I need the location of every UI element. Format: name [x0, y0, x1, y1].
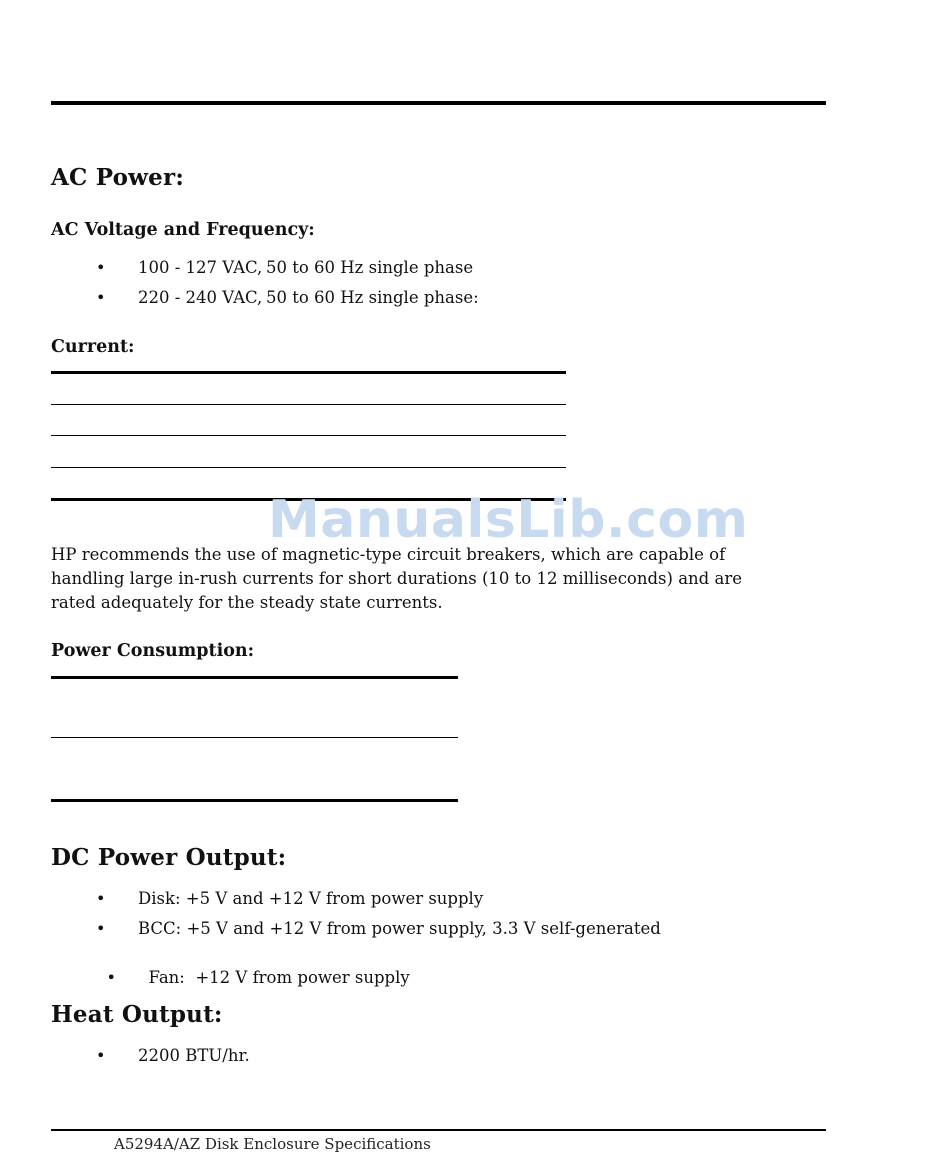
bullet-icon: •: [96, 889, 106, 908]
bullet-icon: •: [96, 919, 106, 938]
voltage-value: 220 - 240 VAC,: [138, 288, 263, 307]
top-rule: [51, 101, 826, 105]
current-heading: Current:: [51, 337, 135, 357]
list-item: [96, 258, 473, 277]
table-rule: [51, 737, 458, 738]
table-rule: [51, 467, 566, 468]
list-item: [96, 949, 410, 987]
list-item-text: Fan: +12 V from power supply: [148, 968, 410, 987]
footer-rule: [51, 1129, 826, 1131]
list-item-text: BCC: +5 V and +12 V from power supply, 3.3 V self-generated: [138, 919, 661, 938]
table-rule: [51, 435, 566, 436]
table-rule: [51, 676, 458, 679]
list-item: [96, 919, 661, 938]
page-footer: A5294A/AZ Disk Enclosure Specifications: [114, 1135, 431, 1153]
heat-output-heading: Heat Output:: [51, 1001, 223, 1028]
frequency-value: 50 to 60 Hz single phase: [266, 258, 474, 277]
table-rule: [51, 404, 566, 405]
frequency-value: 50 to 60 Hz single phase:: [266, 288, 479, 307]
list-item: [96, 889, 483, 908]
list-item-text: 2200 BTU/hr.: [138, 1046, 250, 1065]
watermark: ManualsLib.com: [268, 490, 749, 550]
ac-voltage-heading: AC Voltage and Frequency:: [51, 220, 315, 240]
bullet-icon: •: [96, 288, 106, 307]
bullet-icon: •: [96, 258, 106, 277]
breaker-note: HP recommends the use of magnetic-type circuit breakers, which are capable of handling large in-rush currents for short durations (10 to 12 milliseconds) and are rated adequately for the steady state currents.: [51, 545, 742, 612]
table-rule: [51, 371, 566, 374]
dc-power-heading: DC Power Output:: [51, 844, 287, 871]
list-item-text: Disk: +5 V and +12 V from power supply: [138, 889, 484, 908]
power-consumption-heading: Power Consumption:: [51, 641, 255, 661]
list-item: [96, 288, 479, 307]
bullet-icon: •: [106, 968, 116, 987]
list-item: [96, 1046, 250, 1065]
bullet-icon: •: [96, 1046, 106, 1065]
table-rule: [51, 799, 458, 802]
voltage-value: 100 - 127 VAC,: [138, 258, 263, 277]
ac-power-heading: AC Power:: [51, 164, 185, 191]
